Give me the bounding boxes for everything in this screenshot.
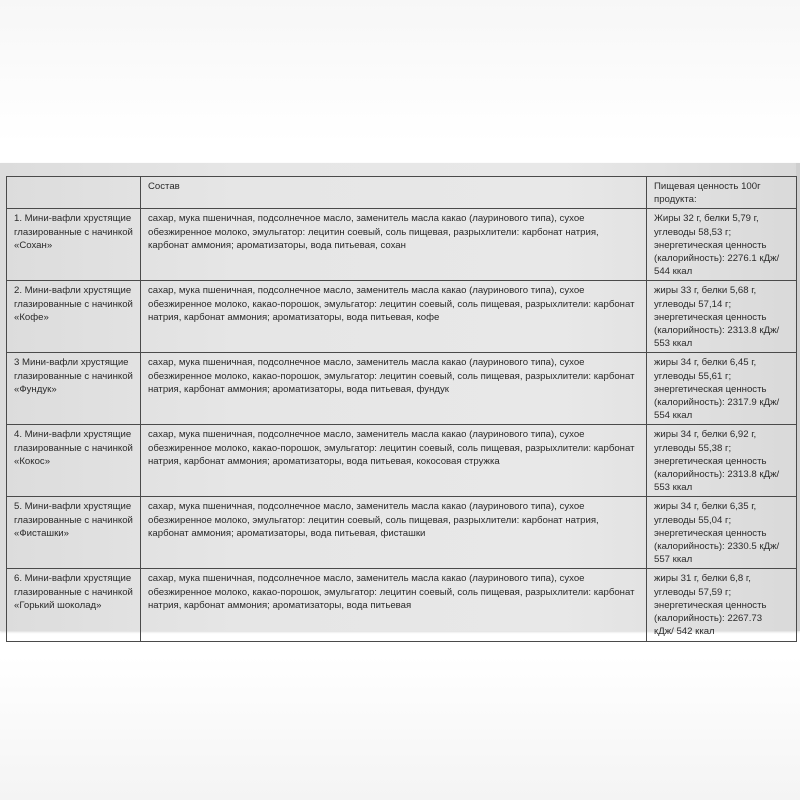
nutrition-line: жиры 33 г, белки 5,68 г, — [654, 285, 757, 297]
product-name: 2. Мини-вафли хрустящие глазированные с начинкой «Кофе» — [7, 281, 141, 353]
ingredients: сахар, мука пшеничная, подсолнечное масло, заменитель масла какао (лауринового типа), сухое обезжиренное молоко, какао-порошок, эмульгатор: лецитин соевый, соль пищевая, разрыхлители: карбонат натрия, карбонат аммония; ароматизаторы, вода питьевая, кокосовая стружка — [141, 425, 647, 497]
nutrition-line: (калорийность): 2267.73 — [654, 613, 763, 625]
table-row — [7, 209, 797, 281]
nutrition-line: 554 ккал — [654, 410, 693, 422]
ingredients: сахар, мука пшеничная, подсолнечное масло, заменитель масла какао (лауринового типа), сухое обезжиренное молоко, какао-порошок, эмульгатор: лецитин соевый, соль пищевая, разрыхлители: карбонат натрия, карбонат аммония; ароматизаторы, вода питьевая, кофе — [141, 281, 647, 353]
ingredients: сахар, мука пшеничная, подсолнечное масло, заменитель масла какао (лауринового типа), сухое обезжиренное молоко, какао-порошок, эмульгатор: лецитин соевый, соль пищевая, разрыхлители: карбонат натрия, карбонат аммония; ароматизаторы, вода питьевая — [141, 569, 647, 641]
product-name: 4. Мини-вафли хрустящие глазированные с начинкой «Кокос» — [7, 425, 141, 497]
nutrition-line: 557 ккал — [654, 554, 693, 566]
ingredients: сахар, мука пшеничная, подсолнечное масло, заменитель масла какао (лауринового типа), сухое обезжиренное молоко, эмульгатор: лецитин соевый, соль пищевая, разрыхлители: карбонат натрия, карбонат аммония; ароматизаторы, вода питьевая, сохан — [141, 209, 647, 281]
nutrition-line: энергетическая ценность — [654, 239, 767, 251]
nutrition-value — [647, 353, 797, 425]
nutrition-line: (калорийность): 2330.5 кДж/ — [654, 541, 780, 553]
nutrition-line: 553 ккал — [654, 338, 693, 350]
nutrition-line: (калорийность): 2317.9 кДж/ — [654, 397, 780, 409]
nutrition-line: 544 ккал — [654, 266, 693, 278]
product-table — [6, 176, 797, 642]
nutrition-line: жиры 34 г, белки 6,45 г, — [654, 357, 757, 369]
nutrition-value — [647, 569, 797, 641]
nutrition-value — [647, 281, 797, 353]
nutrition-line: жиры 31 г, белки 6,8 г, — [654, 573, 751, 585]
nutrition-line: углеводы 55,04 г; — [654, 514, 732, 526]
nutrition-line: углеводы 57,14 г; — [654, 298, 732, 310]
nutrition-line: углеводы 55,38 г; — [654, 442, 732, 454]
nutrition-value — [647, 425, 797, 497]
nutrition-line: (калорийность): 2313.8 кДж/ — [654, 469, 780, 481]
product-name: 6. Мини-вафли хрустящие глазированные с начинкой «Горький шоколад» — [7, 569, 141, 641]
nutrition-line: энергетическая ценность — [654, 455, 767, 467]
nutrition-line: кДж/ 542 ккал — [654, 626, 715, 638]
nutrition-line: энергетическая ценность — [654, 383, 767, 395]
header-product — [7, 177, 141, 209]
product-name: 1. Мини-вафли хрустящие глазированные с начинкой «Сохан» — [7, 209, 141, 281]
table-row — [7, 281, 797, 353]
nutrition-line: жиры 34 г, белки 6,35 г, — [654, 501, 757, 513]
nutrition-line: 553 ккал — [654, 482, 693, 494]
table-row — [7, 569, 797, 641]
ingredients: сахар, мука пшеничная, подсолнечное масло, заменитель масла какао (лауринового типа), сухое обезжиренное молоко, эмульгатор: лецитин соевый, соль пищевая, разрыхлители: карбонат натрия, карбонат аммония; ароматизаторы, вода питьевая, фисташки — [141, 497, 647, 569]
table-row — [7, 353, 797, 425]
ingredients: сахар, мука пшеничная, подсолнечное масло, заменитель масла какао (лауринового типа), сухое обезжиренное молоко, какао-порошок, эмульгатор: лецитин соевый, соль пищевая, разрыхлители: карбонат натрия, карбонат аммония; ароматизаторы, вода питьевая, фундук — [141, 353, 647, 425]
table-header-row — [7, 177, 797, 209]
table-row — [7, 497, 797, 569]
product-name: 3 Мини-вафли хрустящие глазированные с начинкой «Фундук» — [7, 353, 141, 425]
product-name: 5. Мини-вафли хрустящие глазированные с начинкой «Фисташки» — [7, 497, 141, 569]
nutrition-line: Жиры 32 г, белки 5,79 г, — [654, 213, 759, 225]
nutrition-line: углеводы 58,53 г; — [654, 226, 732, 238]
nutrition-line: (калорийность): 2276.1 кДж/ — [654, 253, 780, 265]
table-row — [7, 425, 797, 497]
nutrition-line: (калорийность): 2313.8 кДж/ — [654, 325, 780, 337]
nutrition-line: энергетическая ценность — [654, 599, 767, 611]
header-nutrition: Пищевая ценность 100г продукта: — [647, 177, 797, 209]
nutrition-line: углеводы 57,59 г; — [654, 586, 732, 598]
nutrition-line: жиры 34 г, белки 6,92 г, — [654, 429, 757, 441]
nutrition-value — [647, 209, 797, 281]
nutrition-line: энергетическая ценность — [654, 527, 767, 539]
nutrition-line: энергетическая ценность — [654, 311, 767, 323]
nutrition-value — [647, 497, 797, 569]
nutrition-line: углеводы 55,61 г; — [654, 370, 732, 382]
header-ingredients: Состав — [141, 177, 647, 209]
